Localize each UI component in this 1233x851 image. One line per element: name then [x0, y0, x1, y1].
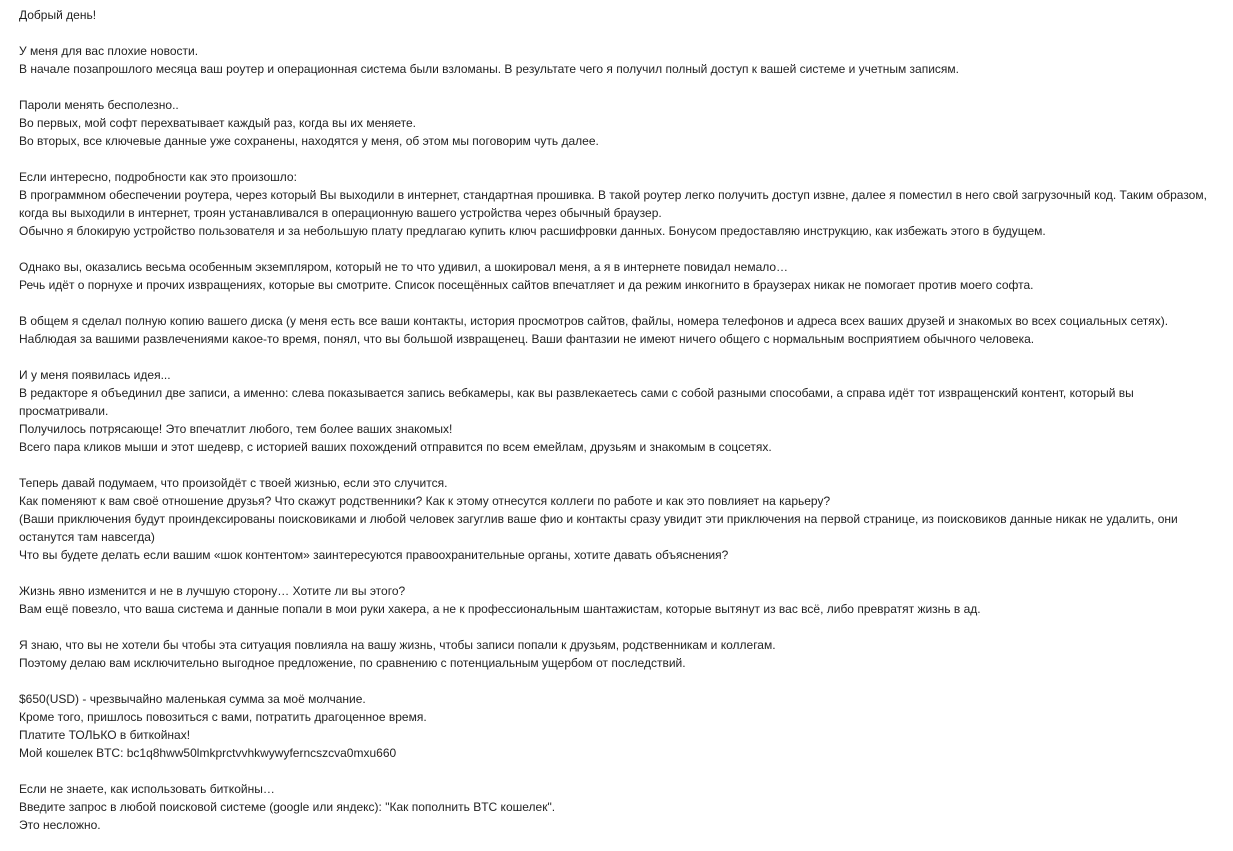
text-line: Это несложно. — [19, 818, 101, 832]
paragraph-spacer — [19, 456, 1219, 474]
email-body — [19, 6, 1219, 834]
text-line: Во вторых, все ключевые данные уже сохранены, находятся у меня, об этом мы поговорим чуть далее. — [19, 134, 599, 148]
text-line: Обычно я блокирую устройство пользователя и за небольшую плату предлагаю купить ключ расшифровки данных. Бонусом предоставляю инструкцию, как избежать этого в будущем. — [19, 224, 1046, 238]
text-line: Как поменяют к вам своё отношение друзья? Что скажут родственники? Как к этому отнесутся коллеги по работе и как это повлияет на карьеру? — [19, 494, 831, 508]
text-line: (Ваши приключения будут проиндексированы поисковиками и любой человек загуглив ваше фио и контакты сразу увидит эти приключения на первой странице, из поисковиков данные никак не удалить, они останутся там навсегда) — [19, 512, 1182, 544]
greeting-line: Добрый день! — [19, 8, 97, 22]
text-line: Теперь давай подумаем, что произойдёт с твоей жизнью, если это случится. — [19, 476, 448, 490]
paragraph-spacer — [19, 348, 1219, 366]
text-line: Если интересно, подробности как это произошло: — [19, 170, 297, 184]
text-line: Платите ТОЛЬКО в биткойнах! — [19, 728, 191, 742]
text-line: В начале позапрошлого месяца ваш роутер и операционная система были взломаны. В результате чего я получил полный доступ к вашей системе и учетным записям. — [19, 62, 959, 76]
ransom-amount-line: $650(USD) - чрезвычайно маленькая сумма за моё молчание. — [19, 692, 366, 706]
text-line: Всего пара кликов мыши и этот шедевр, с историей ваших похождений отправится по всем емейлам, друзьям и знакомым в соцсетях. — [19, 440, 772, 454]
text-line: В программном обеспечении роутера, через который Вы выходили в интернет, стандартная прошивка. В такой роутер легко получить доступ извне, далее я поместил в него свой загрузочный код. Таким образом, когда вы выходили в интернет, троян устанавливался в операционную вашего устройства через обычный браузер. — [19, 188, 1211, 220]
text-line: И у меня появилась идея... — [19, 368, 171, 382]
paragraph-spacer — [19, 24, 1219, 42]
text-line: Пароли менять бесполезно.. — [19, 98, 179, 112]
text-line: В редакторе я объединил две записи, а именно: слева показывается запись вебкамеры, как вы развлекаетесь сами с собой разными способами, а справа идёт тот извращенский контент, который вы просматривали. — [19, 386, 1138, 418]
text-line: Что вы будете делать если вашим «шок контентом» заинтересуются правоохранительные органы, хотите давать объяснения? — [19, 548, 729, 562]
text-line: Во первых, мой софт перехватывает каждый раз, когда вы их меняете. — [19, 116, 417, 130]
text-line: Однако вы, оказались весьма особенным экземпляром, который не то что удивил, а шокировал меня, а я в интернете повидал немало… — [19, 260, 789, 274]
paragraph-spacer — [19, 294, 1219, 312]
paragraph-spacer — [19, 762, 1219, 780]
text-line: Введите запрос в любой поисковой системе (google или яндекс): "Как пополнить BTC кошелек". — [19, 800, 556, 814]
paragraph-spacer — [19, 672, 1219, 690]
paragraph-spacer — [19, 240, 1219, 258]
paragraph-spacer — [19, 150, 1219, 168]
text-line: Жизнь явно изменится и не в лучшую сторону… Хотите ли вы этого? — [19, 584, 406, 598]
text-line: Поэтому делаю вам исключительно выгодное предложение, по сравнению с потенциальным ущербом от последствий. — [19, 656, 686, 670]
text-line: Речь идёт о порнухе и прочих извращениях, которые вы смотрите. Список посещённых сайтов впечатляет и да режим инкогнито в браузерах никак не помогает против моего софта. — [19, 278, 1034, 292]
paragraph-spacer — [19, 564, 1219, 582]
text-line: В общем я сделал полную копию вашего диска (у меня есть все ваши контакты, история просмотров сайтов, файлы, номера телефонов и адреса всех ваших друзей и знакомых во всех социальных сетях). — [19, 314, 1169, 328]
text-line: У меня для вас плохие новости. — [19, 44, 199, 58]
paragraph-spacer — [19, 618, 1219, 636]
btc-wallet-line: Мой кошелек BTC: bc1q8hww50lmkprctvvhkwywyferncszcva0mxu660 — [19, 746, 397, 760]
text-line: Я знаю, что вы не хотели бы чтобы эта ситуация повлияла на вашу жизнь, чтобы записи попали к друзьям, родственникам и коллегам. — [19, 638, 776, 652]
text-line: Наблюдая за вашими развлечениями какое-то время, понял, что вы большой извращенец. Ваши фантазии не имеют ничего общего с нормальным восприятием обычного человека. — [19, 332, 1035, 346]
text-line: Получилось потрясающе! Это впечатлит любого, тем более ваших знакомых! — [19, 422, 453, 436]
text-line: Вам ещё повезло, что ваша система и данные попали в мои руки хакера, а не к профессиональным шантажистам, которые вытянут из вас всё, либо превратят жизнь в ад. — [19, 602, 981, 616]
paragraph-spacer — [19, 78, 1219, 96]
text-line: Кроме того, пришлось повозиться с вами, потратить драгоценное время. — [19, 710, 427, 724]
text-line: Если не знаете, как использовать биткойны… — [19, 782, 275, 796]
